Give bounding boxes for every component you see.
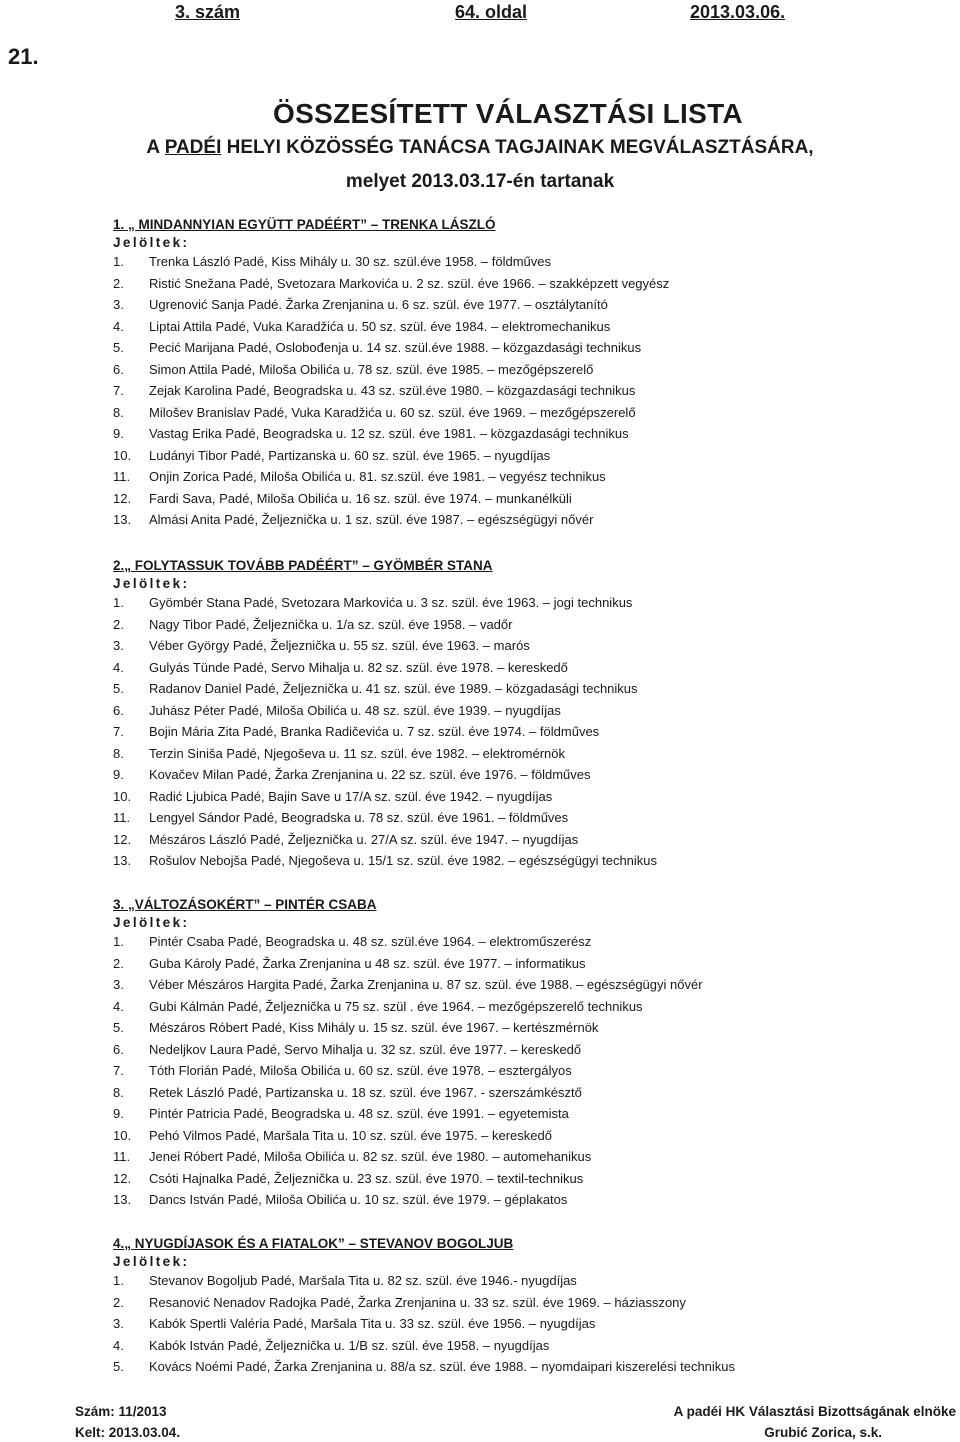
candidate-number: 1. — [113, 934, 124, 949]
candidate-row — [113, 657, 943, 679]
document-number: 21. — [8, 44, 39, 69]
candidate-details: Radanov Daniel Padé, Željeznička u. 41 sz. szül. éve 1989. – közgadasági technikus — [149, 681, 638, 696]
candidate-row — [113, 316, 943, 338]
subtitle-place: PADÉI — [164, 137, 222, 158]
candidate-details: Lengyel Sándor Padé, Beogradska u. 78 sz. szül. éve 1961. – földműves — [149, 810, 569, 825]
candidate-number: 5. — [113, 1359, 124, 1374]
candidate-details: Liptai Attila Padé, Vuka Karadžića u. 50 sz. szül. éve 1984. – elektromechanikus — [149, 318, 611, 334]
candidate-details: Gubi Kálmán Padé, Željeznička u 75 sz. szül . éve 1964. – mezőgépszerelő technikus — [149, 998, 643, 1014]
candidate-number: 13. — [113, 512, 132, 527]
section-title: 4.„ NYUGDÍJASOK ÉS A FIATALOK” – STEVANOV BOGOLJUB — [113, 1236, 514, 1251]
candidate-number: 12. — [113, 831, 132, 847]
candidate-number: 6. — [113, 702, 124, 718]
candidate-details: Gulyás Tünde Padé, Servo Mihalja u. 82 sz. szül. éve 1978. – kereskedő — [149, 659, 568, 675]
candidate-details: Guba Károly Padé, Žarka Zrenjanina u 48 sz. szül. éve 1977. – informatikus — [149, 955, 586, 971]
candidate-row — [113, 294, 943, 316]
candidate-number: 8. — [113, 1084, 124, 1100]
candidate-number: 12. — [113, 1170, 132, 1186]
candidate-row — [113, 1292, 943, 1314]
candidate-number: 1. — [113, 254, 124, 269]
list-section-2 — [113, 557, 943, 872]
candidate-row — [113, 786, 943, 808]
candidate-number: 8. — [113, 745, 124, 761]
section-title: 2.„ FOLYTASSUK TOVÁBB PADÉÉRT” – GYÖMBÉR STANA — [113, 558, 493, 573]
candidate-details: Zejak Karolina Padé, Beogradska u. 43 sz. szül.éve 1980. – közgazdasági technikus — [149, 383, 636, 398]
candidate-row — [113, 1060, 943, 1082]
candidate-row — [113, 251, 943, 273]
candidate-row — [113, 764, 943, 786]
candidate-row — [113, 1039, 943, 1061]
candidate-number: 4. — [113, 1337, 124, 1353]
candidate-details: Ristić Snežana Padé, Svetozara Markovića u. 2 sz. szül. éve 1966. – szakképzett vegyész — [149, 275, 670, 291]
document-reference-number: Szám: 11/2013 — [75, 1404, 167, 1419]
candidate-row — [113, 273, 943, 295]
candidate-details: Vastag Erika Padé, Beogradska u. 12 sz. szül. éve 1981. – közgazdasági technikus — [149, 426, 629, 441]
candidate-number: 4. — [113, 659, 124, 675]
candidate-row — [113, 488, 943, 510]
candidate-number: 2. — [113, 616, 124, 632]
candidate-details: Kabók István Padé, Željeznička u. 1/B sz. szül. éve 1958. – nyugdíjas — [149, 1337, 550, 1353]
candidate-details: Bojin Mária Zita Padé, Branka Radičevića u. 7 sz. szül. éve 1974. – földműves — [149, 724, 600, 739]
candidate-number: 7. — [113, 724, 124, 739]
candidate-details: Pintér Csaba Padé, Beogradska u. 48 sz. szül.éve 1964. – elektroműszerész — [149, 934, 592, 949]
candidate-row — [113, 1103, 943, 1125]
candidate-number: 5. — [113, 1020, 124, 1035]
candidate-row — [113, 678, 943, 700]
candidate-row — [113, 850, 943, 872]
signer-title: A padéi HK Választási Bizottságának elnöke — [673, 1404, 956, 1419]
candidate-number: 13. — [113, 853, 132, 868]
list-section-1 — [113, 216, 943, 531]
candidate-row — [113, 402, 943, 424]
candidate-row — [113, 1017, 943, 1039]
candidate-details: Jenei Róbert Padé, Miloša Obilića u. 82 sz. szül. éve 1980. – automehanikus — [149, 1149, 592, 1164]
candidate-row — [113, 1146, 943, 1168]
candidate-details: Juhász Péter Padé, Miloša Obilića u. 48 sz. szül. éve 1939. – nyugdíjas — [149, 702, 561, 718]
candidate-row — [113, 829, 943, 851]
candidate-row — [113, 1335, 943, 1357]
candidate-number: 1. — [113, 595, 124, 610]
candidate-details: Dancs István Padé, Miloša Obilića u. 10 sz. szül. éve 1979. – géplakatos — [149, 1192, 568, 1207]
candidate-number: 1. — [113, 1273, 124, 1288]
candidate-details: Onjin Zorica Padé, Miloša Obilića u. 81. sz.szül. éve 1981. – vegyész technikus — [149, 469, 606, 484]
candidate-row — [113, 1270, 943, 1292]
candidate-number: 11. — [113, 1149, 131, 1164]
candidate-details: Nagy Tibor Padé, Željeznička u. 1/a sz. szül. éve 1958. – vadőr — [149, 616, 513, 632]
candidate-number: 3. — [113, 638, 124, 653]
candidate-details: Véber György Padé, Željeznička u. 55 sz. szül. éve 1963. – marós — [149, 638, 530, 653]
candidate-details: Nedeljkov Laura Padé, Servo Mihalja u. 32 sz. szül. éve 1977. – kereskedő — [149, 1041, 582, 1057]
candidate-details: Gyömbér Stana Padé, Svetozara Markovića u. 3 sz. szül. éve 1963. – jogi technikus — [149, 595, 633, 610]
candidate-row — [113, 1313, 943, 1335]
candidate-number: 3. — [113, 1316, 124, 1331]
candidate-details: Véber Mészáros Hargita Padé, Žarka Zrenjanina u. 87 sz. szül. éve 1988. – egészségügyi nővér — [149, 977, 703, 992]
candidate-number: 9. — [113, 1106, 124, 1121]
candidate-list — [113, 251, 943, 531]
candidates-label: Jelöltek: — [113, 576, 190, 591]
candidate-details: Fardi Sava, Padé, Miloša Obilića u. 16 sz. szül. éve 1974. – munkanélküli — [149, 490, 572, 506]
candidate-details: Milošev Branislav Padé, Vuka Karadžića u. 60 sz. szül. éve 1969. – mezőgépszerelő — [149, 404, 636, 420]
candidate-number: 7. — [113, 383, 124, 398]
issue-number: 3. szám — [175, 2, 241, 22]
candidate-row — [113, 635, 943, 657]
candidate-row — [113, 337, 943, 359]
candidate-row — [113, 974, 943, 996]
section-title: 3. „VÁLTOZÁSOKÉRT” – PINTÉR CSABA — [113, 897, 377, 912]
candidate-details: Mészáros László Padé, Željeznička u. 27/A sz. szül. éve 1947. – nyugdíjas — [149, 831, 579, 847]
candidate-row — [113, 1356, 943, 1378]
candidate-list — [113, 1270, 943, 1378]
subtitle-rest: HELYI KÖZÖSSÉG TANÁCSA TAGJAINAK MEGVÁLASZTÁSÁRA, — [221, 137, 814, 158]
candidate-number: 7. — [113, 1063, 124, 1078]
candidate-details: Csóti Hajnalka Padé, Željeznička u. 23 sz. szül. éve 1970. – textil-technikus — [149, 1170, 584, 1186]
candidate-number: 6. — [113, 1041, 124, 1057]
candidate-number: 5. — [113, 340, 124, 355]
list-section-3 — [113, 896, 943, 1211]
candidate-number: 10. — [113, 788, 132, 804]
candidate-row — [113, 721, 943, 743]
candidate-number: 4. — [113, 998, 124, 1014]
candidate-number: 8. — [113, 404, 124, 420]
candidate-number: 2. — [113, 955, 124, 971]
document-issue-date: Kelt: 2013.03.04. — [75, 1425, 181, 1440]
candidate-number: 13. — [113, 1192, 132, 1207]
header-date: 2013.03.06. — [690, 2, 786, 22]
candidate-row — [113, 953, 943, 975]
subtitle-prefix: A — [146, 137, 165, 158]
candidate-number: 3. — [113, 977, 124, 992]
page-number: 64. oldal — [455, 2, 528, 22]
candidate-details: Resanović Nenadov Radojka Padé, Žarka Zrenjanina u. 33 sz. szül. éve 1969. – háziasszony — [149, 1294, 686, 1310]
list-section-4 — [113, 1235, 943, 1378]
candidate-row — [113, 1189, 943, 1211]
candidate-details: Stevanov Bogoljub Padé, Maršala Tita u. 82 sz. szül. éve 1946.- nyugdíjas — [149, 1273, 577, 1288]
candidate-row — [113, 359, 943, 381]
candidates-label: Jelöltek: — [113, 915, 190, 930]
signer-name: Grubić Zorica, s.k. — [764, 1425, 882, 1440]
candidate-number: 5. — [113, 681, 124, 696]
candidate-details: Rošulov Nebojša Padé, Njegoševa u. 15/1 sz. szül. éve 1982. – egészségügyi technikus — [149, 853, 658, 868]
candidate-number: 6. — [113, 361, 124, 377]
candidate-number: 9. — [113, 767, 124, 782]
candidate-row — [113, 380, 943, 402]
candidate-row — [113, 592, 943, 614]
candidate-details: Pehó Vilmos Padé, Maršala Tita u. 10 sz. szül. éve 1975. – kereskedő — [149, 1127, 552, 1143]
candidate-number: 11. — [113, 810, 131, 825]
candidate-row — [113, 466, 943, 488]
candidate-row — [113, 614, 943, 636]
candidate-details: Radić Ljubica Padé, Bajin Save u 17/A sz. szül. éve 1942. – nyugdíjas — [149, 788, 553, 804]
candidate-details: Ludányi Tibor Padé, Partizanska u. 60 sz. szül. éve 1965. – nyugdíjas — [149, 447, 551, 463]
candidate-number: 9. — [113, 426, 124, 441]
candidates-label: Jelöltek: — [113, 1254, 190, 1269]
candidate-details: Pecić Marijana Padé, Oslobođenja u. 14 sz. szül.éve 1988. – közgazdasági technikus — [149, 340, 642, 355]
candidate-row — [113, 931, 943, 953]
candidates-label: Jelöltek: — [113, 235, 190, 250]
candidate-details: Kabók Spertli Valéria Padé, Maršala Tita u. 33 sz. szül. éve 1956. – nyugdíjas — [149, 1316, 596, 1331]
candidate-details: Mészáros Róbert Padé, Kiss Mihály u. 15 sz. szül. éve 1967. – kertészmérnök — [149, 1020, 599, 1035]
candidate-number: 10. — [113, 447, 132, 463]
candidate-row — [113, 996, 943, 1018]
candidate-number: 2. — [113, 275, 124, 291]
candidate-details: Tóth Florián Padé, Miloša Obilića u. 60 sz. szül. éve 1978. – esztergályos — [149, 1063, 572, 1078]
candidate-details: Trenka László Padé, Kiss Mihály u. 30 sz. szül.éve 1958. – földműves — [149, 254, 551, 269]
candidate-details: Ugrenović Sanja Padé. Žarka Zrenjanina u. 6 sz. szül. éve 1977. – osztálytanító — [149, 297, 608, 312]
candidate-details: Simon Attila Padé, Miloša Obilića u. 78 sz. szül. éve 1985. – mezőgépszerelő — [149, 361, 594, 377]
candidate-list — [113, 931, 943, 1211]
candidate-number: 4. — [113, 318, 124, 334]
document-title: ÖSSZESÍTETT VÁLASZTÁSI LISTA — [273, 98, 743, 129]
candidate-number: 11. — [113, 469, 131, 484]
candidate-row — [113, 700, 943, 722]
candidate-details: Terzin Siniša Padé, Njegoševa u. 11 sz. szül. éve 1982. – elektromérnök — [149, 745, 565, 761]
candidate-row — [113, 1168, 943, 1190]
candidate-details: Kovács Noémi Padé, Žarka Zrenjanina u. 88/a sz. szül. éve 1988. – nyomdaipari kiszerelési technikus — [149, 1359, 736, 1374]
election-date-line: melyet 2013.03.17-én tartanak — [345, 171, 615, 192]
candidate-details: Kovačev Milan Padé, Žarka Zrenjanina u. 22 sz. szül. éve 1976. – földműves — [149, 767, 591, 782]
candidate-details: Pintér Patricia Padé, Beogradska u. 48 sz. szül. éve 1991. – egyetemista — [149, 1106, 569, 1121]
candidate-number: 2. — [113, 1294, 124, 1310]
candidate-row — [113, 1125, 943, 1147]
candidate-number: 3. — [113, 297, 124, 312]
candidate-row — [113, 509, 943, 531]
candidate-details: Almási Anita Padé, Željeznička u. 1 sz. szül. éve 1987. – egészségügyi nővér — [149, 512, 594, 527]
candidate-row — [113, 1082, 943, 1104]
document-subtitle — [0, 137, 960, 159]
candidate-details: Retek László Padé, Partizanska u. 18 sz. szül. éve 1967. - szerszámkésztő — [149, 1084, 582, 1100]
section-title: 1. „ MINDANNYIAN EGYÜTT PADÉÉRT” – TRENKA LÁSZLÓ — [113, 217, 496, 232]
candidate-list — [113, 592, 943, 872]
page-header — [0, 2, 960, 26]
candidate-number: 10. — [113, 1127, 132, 1143]
candidate-row — [113, 423, 943, 445]
candidate-row — [113, 807, 943, 829]
candidate-row — [113, 445, 943, 467]
candidate-number: 12. — [113, 490, 132, 506]
candidate-row — [113, 743, 943, 765]
